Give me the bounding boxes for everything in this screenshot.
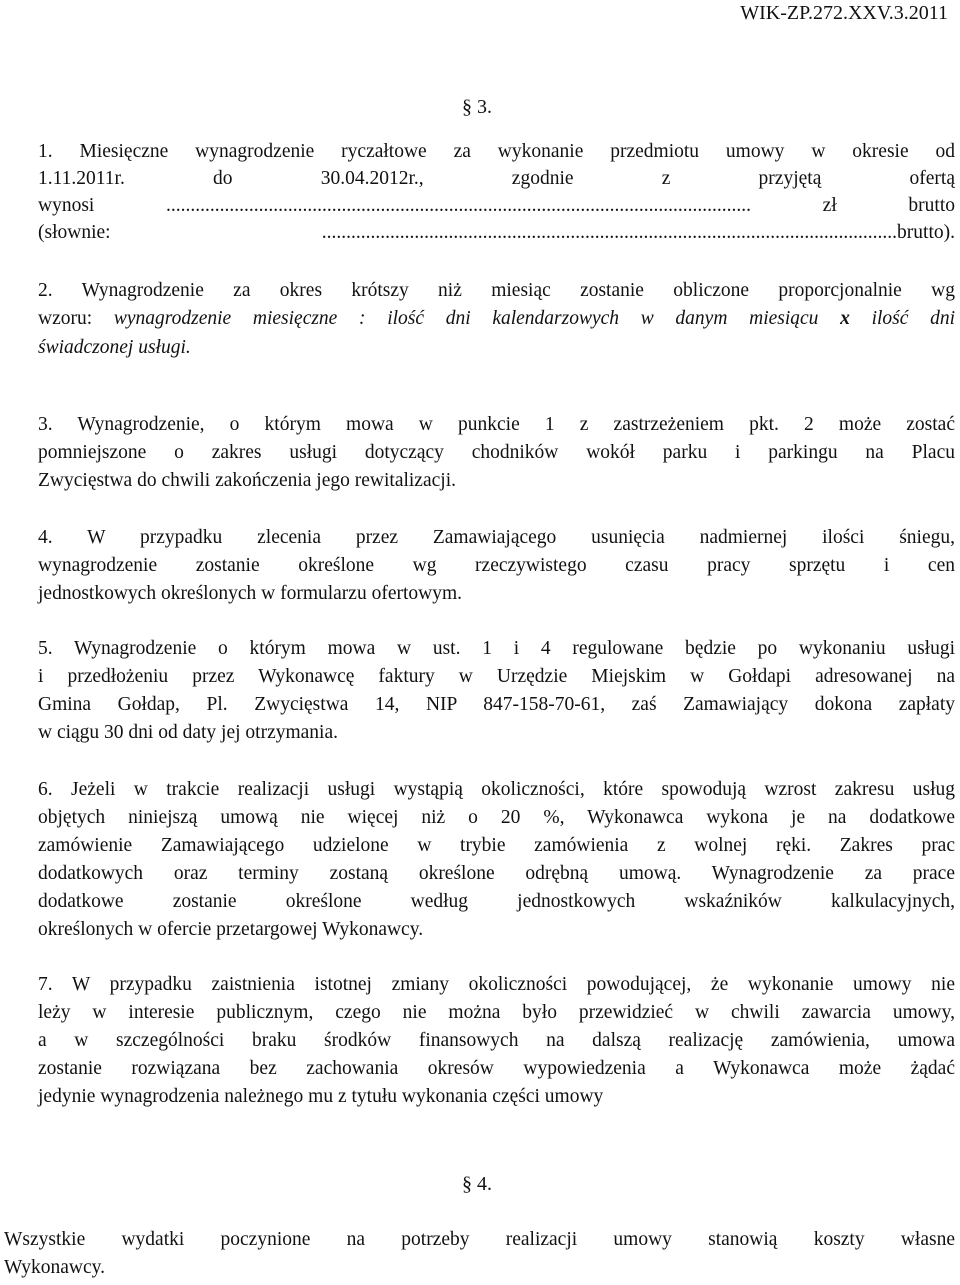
paragraph-5-line-3: Gmina Gołdap, Pl. Zwycięstwa 14, NIP 847-158-70-61, zaś Zamawiający dokona zapłaty (38, 694, 955, 715)
paragraph-6-line-2: objętych niniejszą umową nie więcej niż o 20 %, Wykonawca wykona je na dodatkowe (38, 807, 955, 828)
paragraph-4-line-2: wynagrodzenie zostanie określone wg rzeczywistego czasu pracy sprzętu i cen (38, 555, 955, 576)
section-4-title: § 4. (462, 1173, 492, 1195)
paragraph-5-line-1: 5. Wynagrodzenie o którym mowa w ust. 1 i 4 regulowane będzie po wykonaniu usługi (38, 638, 955, 659)
paragraph-5-line-4: w ciągu 30 dni od daty jej otrzymania. (38, 722, 339, 743)
paragraph-6-line-3: zamówienie Zamawiającego udzielone w trybie zamówienia z wolnej ręki. Zakres prac (38, 835, 955, 856)
paragraph-1-line-2: 1.11.2011r. do 30.04.2012r., zgodnie z przyjętą ofertą (38, 168, 955, 189)
paragraph-1-line-4: (słownie: ......................................................................................................................brutto). (38, 222, 955, 243)
paragraph-6-line-6: określonych w ofercie przetargowej Wykonawcy. (38, 919, 424, 940)
paragraph-2-line-1: 2. Wynagrodzenie za okres krótszy niż miesiąc zostanie obliczone proporcjonalnie wg (38, 280, 955, 301)
paragraph-4-line-1: 4. W przypadku zlecenia przez Zamawiającego usunięcia nadmiernej ilości śniegu, (38, 527, 955, 548)
paragraph-1-line-1: 1. Miesięczne wynagrodzenie ryczałtowe za wykonanie przedmiotu umowy w okresie od (38, 141, 955, 162)
section-3-title: § 3. (462, 96, 492, 118)
formula-text: wynagrodzenie miesięczne : ilość dni kalendarzowych w danym miesiącu (113, 308, 841, 329)
paragraph-7-line-3: a w szczególności braku środków finansowych na dalszą realizację zamówienia, umowa (38, 1030, 955, 1051)
paragraph-7-line-5: jedynie wynagrodzenia należnego mu z tytułu wykonania części umowy (38, 1086, 604, 1107)
section-4-line-2: Wykonawcy. (4, 1257, 105, 1278)
formula-text-end: ilość dni (849, 308, 955, 329)
document-reference-number: WIK-ZP.272.XXV.3.2011 (740, 2, 948, 24)
paragraph-3-line-2: pomniejszone o zakres usługi dotyczący chodników wokół parku i parkingu na Placu (38, 442, 955, 463)
paragraph-1-line-3: wynosi ........................................................................................................................ zł brutto (38, 195, 955, 216)
paragraph-6-line-1: 6. Jeżeli w trakcie realizacji usługi wystąpią okoliczności, które spowodują wzrost zakresu usług (38, 779, 955, 800)
paragraph-7-line-2: leży w interesie publicznym, czego nie można było przewidzieć w chwili zawarcia umowy, (38, 1002, 955, 1023)
paragraph-4-line-3: jednostkowych określonych w formularzu ofertowym. (38, 583, 463, 604)
paragraph-5-line-2: i przedłożeniu przez Wykonawcę faktury w Urzędzie Miejskim w Gołdapi adresowanej na (38, 666, 955, 687)
paragraph-6-line-5: dodatkowe zostanie określone według jednostkowych wskaźników kalkulacyjnych, (38, 891, 955, 912)
formula-prefix: wzoru: (38, 308, 114, 329)
paragraph-3-line-3: Zwycięstwa do chwili zakończenia jego rewitalizacji. (38, 470, 456, 491)
paragraph-7-line-1: 7. W przypadku zaistnienia istotnej zmiany okoliczności powodującej, że wykonanie umowy nie (38, 974, 955, 995)
paragraph-2-line-2 (38, 304, 955, 334)
formula-multiply: x (840, 308, 850, 329)
paragraph-3-line-1: 3. Wynagrodzenie, o którym mowa w punkcie 1 z zastrzeżeniem pkt. 2 może zostać (38, 414, 955, 435)
paragraph-6-line-4: dodatkowych oraz terminy zostaną określone odrębną umową. Wynagrodzenie za prace (38, 863, 955, 884)
section-4-line-1: Wszystkie wydatki poczynione na potrzeby realizacji umowy stanowią koszty własne (4, 1229, 955, 1250)
paragraph-2-line-3: świadczonej usługi. (38, 337, 191, 358)
paragraph-7-line-4: zostanie rozwiązana bez zachowania okresów wypowiedzenia a Wykonawca może żądać (38, 1058, 955, 1079)
